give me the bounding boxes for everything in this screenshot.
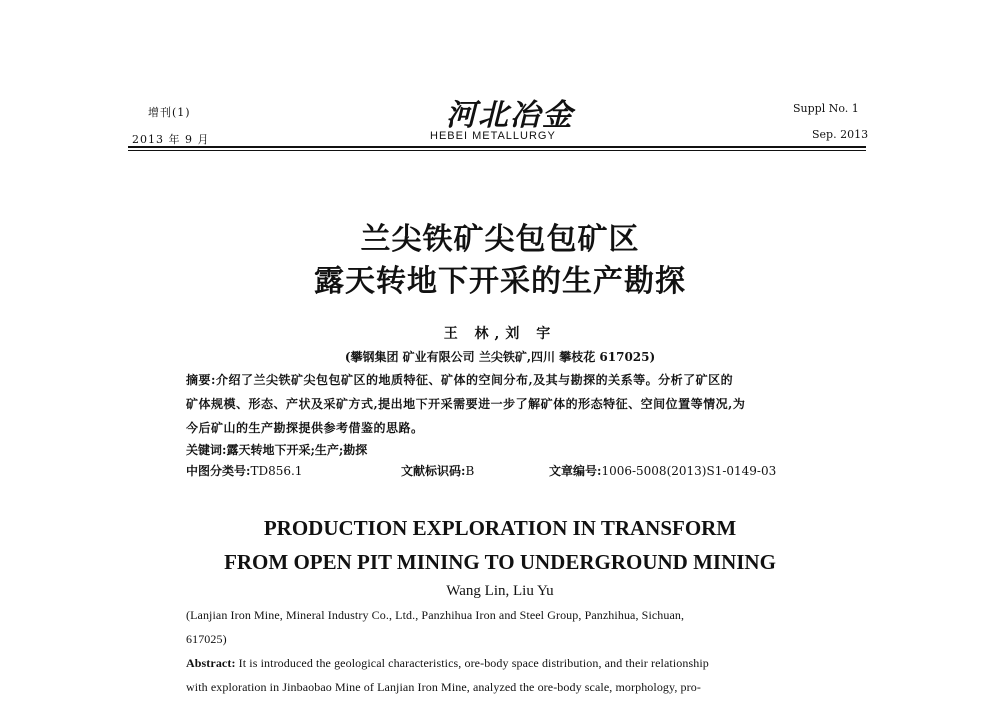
journal-logo-cn: 河北冶金 xyxy=(446,98,574,133)
clc-value: TD856.1 xyxy=(250,464,303,478)
abstract-en-label: Abstract: xyxy=(186,656,236,670)
abstract-cn-line3: 今后矿山的生产勘探提供参考借鉴的思路。 xyxy=(186,421,424,435)
affiliation-cn: (攀钢集团 矿业有限公司 兰尖铁矿,四川 攀枝花 617025) xyxy=(344,350,656,364)
keywords-cn-value: 露天转地下开采;生产;勘探 xyxy=(226,443,368,457)
keywords-cn-label: 关键词: xyxy=(186,443,227,457)
abstract-cn-line1 xyxy=(186,371,733,388)
authors-en: Wang Lin, Liu Yu xyxy=(446,583,554,599)
clc-label: 中图分类号: xyxy=(186,464,251,478)
article-number-label: 文章编号: xyxy=(549,464,602,478)
affiliation-en-line2: 617025) xyxy=(186,632,227,646)
issue-date-cn: 2013 年 9 月 xyxy=(132,133,210,146)
article-number xyxy=(549,462,776,479)
document-code-value: B xyxy=(465,464,475,478)
abstract-en-text-1: It is introduced the geological characteristics, ore-body space distribution, and their relationship xyxy=(235,656,709,670)
document-code-label: 文献标识码: xyxy=(401,464,466,478)
issue-date-en: Sep. 2013 xyxy=(812,128,869,141)
clc-number xyxy=(186,462,302,479)
article-number-value: 1006-5008(2013)S1-0149-03 xyxy=(601,464,777,478)
abstract-en-line1 xyxy=(186,656,709,671)
header-rule-thin xyxy=(128,150,866,151)
supplement-label-cn: 增刊(1) xyxy=(148,106,191,119)
paper-title-en-line2: FROM OPEN PIT MINING TO UNDERGROUND MINING xyxy=(224,550,776,574)
supplement-label-en: Suppl No. 1 xyxy=(793,102,859,115)
authors-cn: 王 林,刘 宇 xyxy=(443,326,557,342)
paper-title-cn-line2: 露天转地下开采的生产勘探 xyxy=(314,264,686,299)
document-code xyxy=(401,462,474,479)
affiliation-en-line1: (Lanjian Iron Mine, Mineral Industry Co., Ltd., Panzhihua Iron and Steel Group, Panzhihua, Sichuan, xyxy=(186,608,685,622)
header-rule-thick xyxy=(128,146,866,148)
abstract-cn-label: 摘要: xyxy=(186,373,216,387)
keywords-cn xyxy=(186,441,367,458)
abstract-cn-line2: 矿体规模、形态、产状及采矿方式,提出地下开采需要进一步了解矿体的形态特征、空间位置等情况,为 xyxy=(186,397,746,411)
journal-name-en: HEBEI METALLURGY xyxy=(430,130,556,142)
abstract-en-line2: with exploration in Jinbaobao Mine of Lanjian Iron Mine, analyzed the ore-body scale, morphology, pro- xyxy=(186,680,701,694)
paper-title-en-line1: PRODUCTION EXPLORATION IN TRANSFORM xyxy=(263,516,737,540)
abstract-cn-text-1: 介绍了兰尖铁矿尖包包矿区的地质特征、矿体的空间分布,及其与勘探的关系等。分析了矿区的 xyxy=(215,373,734,387)
paper-title-cn-line1: 兰尖铁矿尖包包矿区 xyxy=(360,222,640,257)
